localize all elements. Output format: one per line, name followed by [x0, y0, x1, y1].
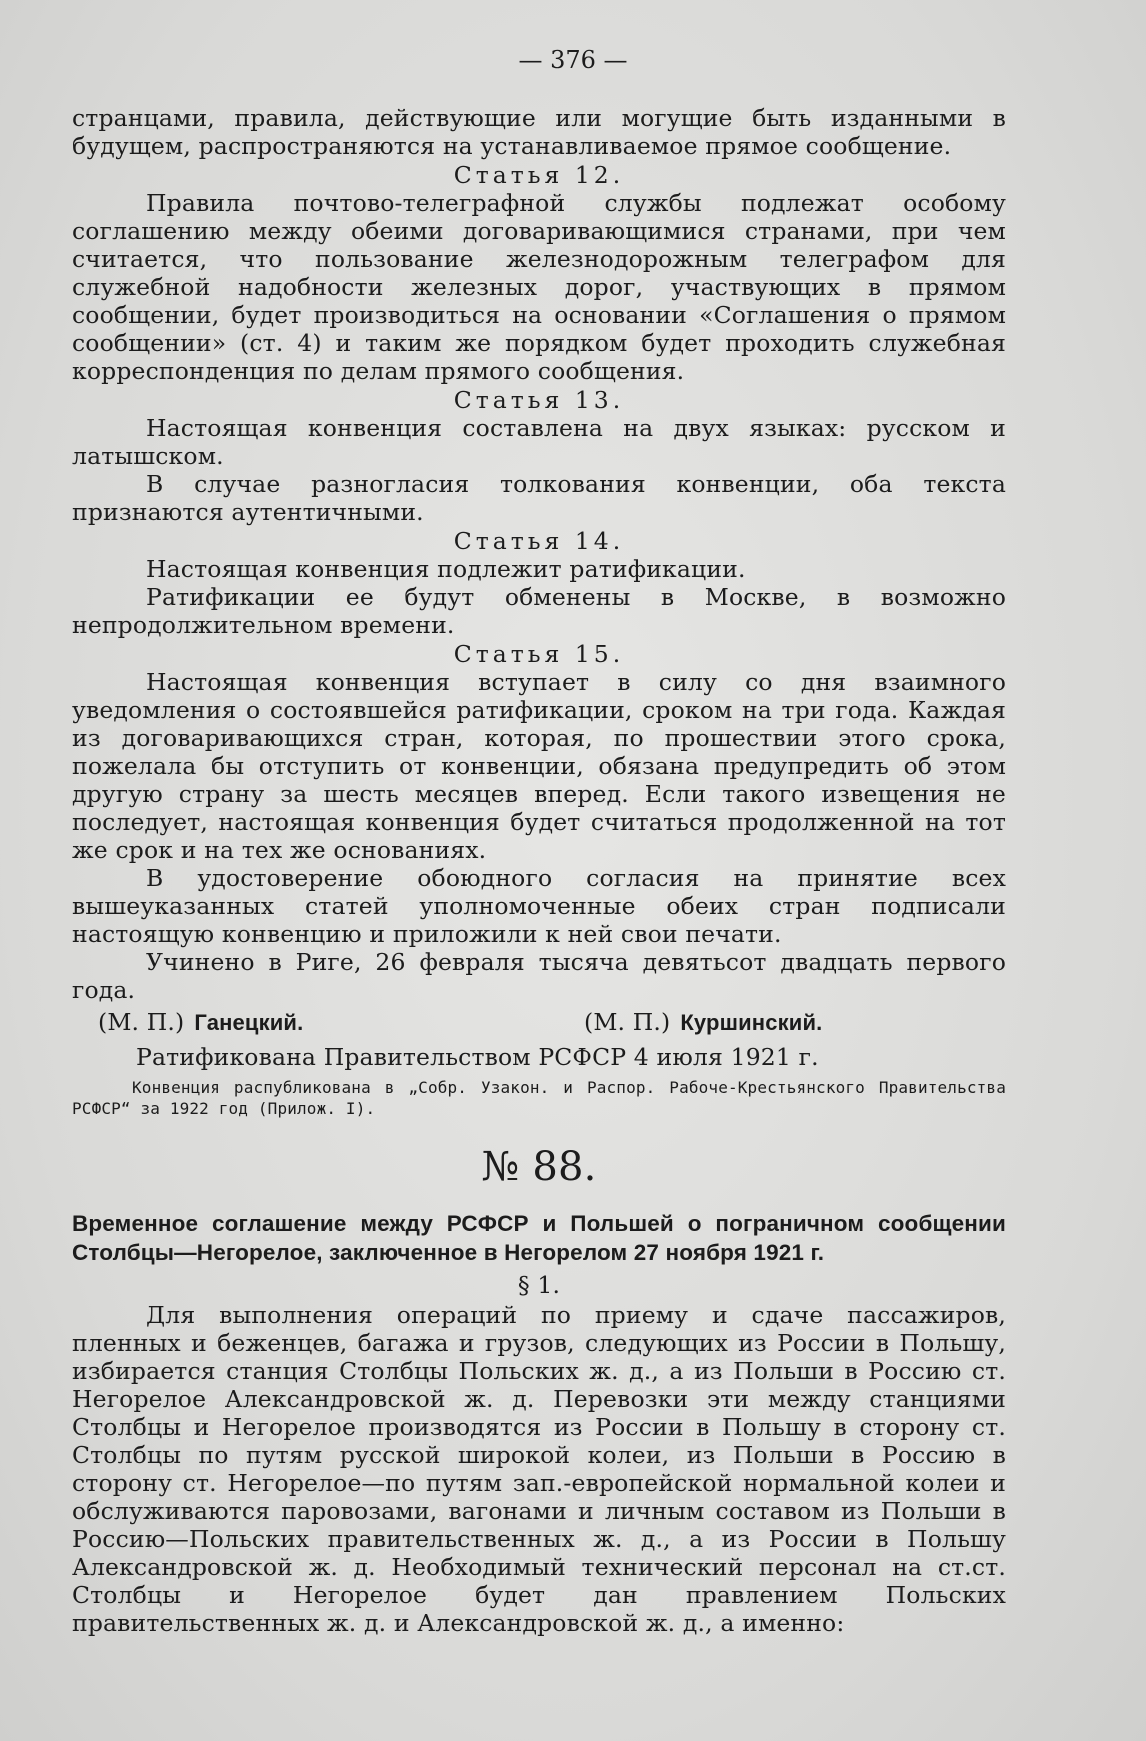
- article-13-title: Статья 13.: [453, 386, 625, 414]
- article-13-paragraph: Настоящая конвенция составлена на двух языках: русском и латышском.: [72, 414, 1006, 470]
- signature-left: [72, 1008, 584, 1037]
- text-column: [72, 104, 1006, 1637]
- article-12-paragraph: Правила почтово-телеграфной службы подлежат особому соглашению между обеими договаривающимися странами, при чем считается, что пользование железнодорожным телеграфом для служебной надобности железных дорог, участвующих в прямом сообщении, будет производиться на основании «Соглашения о прямом сообщении» (ст. 4) и таким же порядком будет проходить служебная корреспонденция по делам прямого сообщения.: [72, 189, 1006, 385]
- document-number: № 88.: [481, 1144, 597, 1190]
- document-title: Временное соглашение между РСФСР и Польшей о пограничном сообщении Столбцы—Негорелое, заключенное в Негорелом 27 ноября 1921 г.: [72, 1211, 1006, 1265]
- article-14-paragraph: Настоящая конвенция подлежит ратификации.: [146, 555, 746, 583]
- article-15-title: Статья 15.: [453, 640, 625, 668]
- article-15-paragraph: Учинено в Риге, 26 февраля тысяча девятьсот двадцать первого года.: [72, 948, 1006, 1004]
- seal-mark: (М. П.): [584, 1008, 671, 1036]
- signatory-name: Куршинский.: [680, 1010, 823, 1035]
- article-14-paragraph: Ратификации ее будут обменены в Москве, в возможно непродолжительном времени.: [72, 583, 1006, 639]
- section-paragraph: Для выполнения операций по приему и сдаче пассажиров, пленных и беженцев, багажа и грузов, следующих из России в Польшу, избирается станция Столбцы Польских ж. д., а из Польши в Россию ст. Негорелое Александровской ж. д. Перевозки эти между станциями Столбцы и Негорелое производятся из России в Польшу в сторону ст. Столбцы по путям русской широкой колеи, из Польши в Россию в сторону ст. Негорелое—по путям зап.-европейской нормальной колеи и обслуживаются паровозами, вагонами и личным составом из Польши в Россию—Польских правительственных ж. д., а из России в Польшу Александровской ж. д. Необходимый технический персонал на ст.ст. Столбцы и Негорелое будет дан правлением Польских правительственных ж. д. и Александровской ж. д., а именно:: [72, 1301, 1006, 1637]
- signatory-name: Ганецкий.: [194, 1010, 304, 1035]
- page-number: — 376 —: [518, 46, 628, 74]
- seal-mark: (М. П.): [98, 1008, 185, 1036]
- signatures: [72, 1008, 1006, 1037]
- section-title: § 1.: [517, 1271, 561, 1299]
- article-13-paragraph: В случае разногласия толкования конвенции, оба текста признаются аутентичными.: [72, 470, 1006, 526]
- ratification-line: Ратификована Правительством РСФСР 4 июля 1921 г.: [136, 1043, 819, 1071]
- article-14-title: Статья 14.: [453, 527, 625, 555]
- article-15-paragraph: Настоящая конвенция вступает в силу со дня взаимного уведомления о состоявшейся ратификации, сроком на три года. Каждая из договаривающихся стран, которая, по прошествии этого срока, пожелала бы отступить от конвенции, обязана предупредить об этом другую страну за шесть месяцев вперед. Если такого извещения не последует, настоящая конвенция будет считаться продолженной на тот же срок и на тех же основаниях.: [72, 668, 1006, 864]
- publication-note: Конвенция распубликована в „Собр. Узакон. и Распор. Рабоче-Крестьянского Правительства РСФСР“ за 1922 год (Прилож. I).: [72, 1078, 1006, 1118]
- article-12-title: Статья 12.: [453, 161, 625, 189]
- article-15-paragraph: В удостоверение обоюдного согласия на принятие всех вышеуказанных статей уполномоченные обеих стран подписали настоящую конвенцию и приложили к ней свои печати.: [72, 864, 1006, 948]
- carryover-paragraph: странцами, правила, действующие или могущие быть изданными в будущем, распространяются на устанавливаемое прямое сообщение.: [72, 104, 1006, 160]
- signature-right: [584, 1008, 822, 1037]
